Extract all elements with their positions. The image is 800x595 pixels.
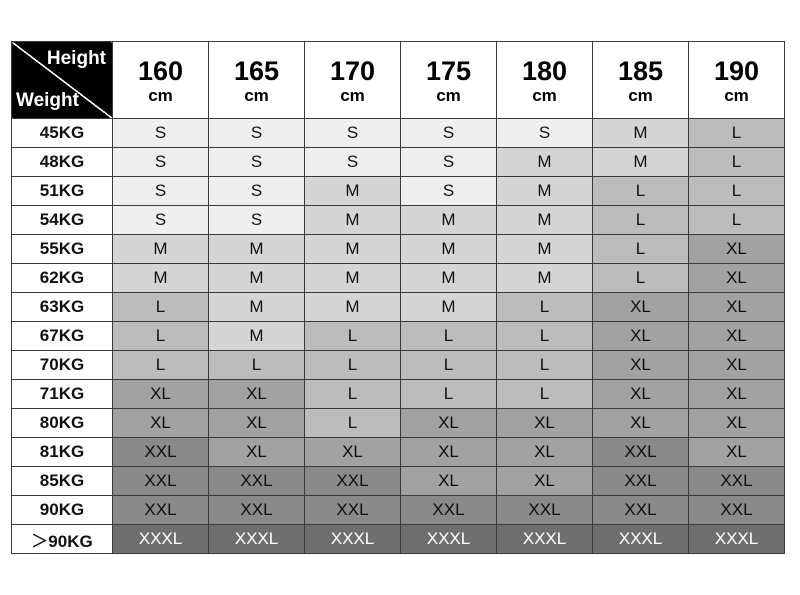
size-cell: XL xyxy=(593,409,689,438)
height-header-cell xyxy=(209,42,305,119)
size-cell: XXL xyxy=(689,496,785,525)
table-row xyxy=(12,206,785,235)
height-header-cell xyxy=(113,42,209,119)
weight-axis-label: Weight xyxy=(16,90,79,111)
height-value: 165 xyxy=(233,56,280,86)
table-row xyxy=(12,177,785,206)
size-cell: XXL xyxy=(593,467,689,496)
size-cell: XXL xyxy=(113,467,209,496)
table-row xyxy=(12,409,785,438)
size-cell: L xyxy=(497,293,593,322)
weight-label-cell: ＞90KG xyxy=(12,525,113,554)
size-cell: XXL xyxy=(113,496,209,525)
size-cell: XXL xyxy=(401,496,497,525)
header-row xyxy=(12,42,785,119)
size-cell: XL xyxy=(689,409,785,438)
height-value: 190 xyxy=(713,56,760,86)
table-row xyxy=(12,467,785,496)
size-cell: XL xyxy=(497,438,593,467)
height-unit: cm xyxy=(148,86,173,105)
size-cell: L xyxy=(689,206,785,235)
weight-label-cell: 48KG xyxy=(12,148,113,177)
size-cell: L xyxy=(593,264,689,293)
size-cell: M xyxy=(401,235,497,264)
height-axis-label: Height xyxy=(46,48,106,69)
size-cell: XL xyxy=(401,467,497,496)
size-cell: XL xyxy=(113,409,209,438)
table-row xyxy=(12,235,785,264)
table-body xyxy=(12,119,785,554)
size-cell: M xyxy=(305,264,401,293)
size-cell: L xyxy=(113,351,209,380)
size-cell: XL xyxy=(689,351,785,380)
size-cell: M xyxy=(305,206,401,235)
size-cell: S xyxy=(113,177,209,206)
height-unit: cm xyxy=(436,86,461,105)
size-cell: XXL xyxy=(593,496,689,525)
height-value: 175 xyxy=(425,56,472,86)
size-cell: XL xyxy=(593,293,689,322)
size-cell: L xyxy=(305,322,401,351)
size-chart-table xyxy=(11,41,785,554)
size-cell: S xyxy=(113,206,209,235)
size-cell: M xyxy=(497,148,593,177)
size-cell: XXXL xyxy=(497,525,593,554)
size-cell: XXXL xyxy=(305,525,401,554)
size-cell: XL xyxy=(689,380,785,409)
height-unit: cm xyxy=(244,86,269,105)
size-cell: XXXL xyxy=(209,525,305,554)
table-row xyxy=(12,322,785,351)
size-cell: XL xyxy=(401,438,497,467)
height-header-cell xyxy=(305,42,401,119)
weight-label-cell: 67KG xyxy=(12,322,113,351)
size-cell: XXL xyxy=(497,496,593,525)
size-cell: XL xyxy=(401,409,497,438)
size-cell: L xyxy=(401,322,497,351)
size-cell: XL xyxy=(689,235,785,264)
size-cell: M xyxy=(113,264,209,293)
size-cell: S xyxy=(305,119,401,148)
size-cell: XL xyxy=(593,351,689,380)
size-cell: XXXL xyxy=(593,525,689,554)
size-cell: S xyxy=(401,177,497,206)
size-cell: S xyxy=(401,119,497,148)
size-cell: M xyxy=(593,119,689,148)
size-cell: M xyxy=(497,206,593,235)
corner-header-cell xyxy=(12,42,113,119)
height-unit: cm xyxy=(340,86,365,105)
size-cell: M xyxy=(209,293,305,322)
weight-label-cell: 55KG xyxy=(12,235,113,264)
size-cell: M xyxy=(305,177,401,206)
table-row xyxy=(12,148,785,177)
size-cell: L xyxy=(497,380,593,409)
size-cell: XXL xyxy=(305,467,401,496)
weight-label-cell: 85KG xyxy=(12,467,113,496)
size-cell: L xyxy=(593,177,689,206)
height-unit: cm xyxy=(724,86,749,105)
height-value: 180 xyxy=(521,56,568,86)
weight-label-cell: 80KG xyxy=(12,409,113,438)
table-row xyxy=(12,525,785,554)
height-unit: cm xyxy=(628,86,653,105)
size-cell: L xyxy=(305,351,401,380)
size-cell: S xyxy=(209,177,305,206)
height-value: 170 xyxy=(329,56,376,86)
size-cell: XXL xyxy=(593,438,689,467)
size-cell: XXXL xyxy=(401,525,497,554)
size-cell: XL xyxy=(689,293,785,322)
size-cell: L xyxy=(497,351,593,380)
weight-label-cell: 71KG xyxy=(12,380,113,409)
size-cell: M xyxy=(305,235,401,264)
size-cell: M xyxy=(209,235,305,264)
size-cell: L xyxy=(113,322,209,351)
size-cell: S xyxy=(113,119,209,148)
table-row xyxy=(12,293,785,322)
table-row xyxy=(12,496,785,525)
size-cell: M xyxy=(113,235,209,264)
size-cell: L xyxy=(209,351,305,380)
size-cell: M xyxy=(209,322,305,351)
size-cell: XL xyxy=(209,380,305,409)
size-cell: XXL xyxy=(689,467,785,496)
size-cell: S xyxy=(209,206,305,235)
size-cell: M xyxy=(209,264,305,293)
size-cell: XL xyxy=(305,438,401,467)
size-cell: XL xyxy=(497,467,593,496)
height-value: 160 xyxy=(137,56,184,86)
table-row xyxy=(12,380,785,409)
weight-label-cell: 45KG xyxy=(12,119,113,148)
size-cell: L xyxy=(689,177,785,206)
size-cell: XL xyxy=(689,438,785,467)
size-cell: XL xyxy=(113,380,209,409)
size-cell: XXXL xyxy=(689,525,785,554)
size-cell: L xyxy=(401,351,497,380)
weight-label-cell: 62KG xyxy=(12,264,113,293)
size-cell: XXL xyxy=(209,496,305,525)
size-cell: M xyxy=(593,148,689,177)
size-cell: XL xyxy=(209,409,305,438)
size-cell: L xyxy=(689,119,785,148)
weight-label-cell: 63KG xyxy=(12,293,113,322)
height-value: 185 xyxy=(617,56,664,86)
size-cell: L xyxy=(305,380,401,409)
weight-label-cell: 90KG xyxy=(12,496,113,525)
size-cell: L xyxy=(497,322,593,351)
size-cell: XXL xyxy=(305,496,401,525)
size-cell: L xyxy=(113,293,209,322)
size-cell: XL xyxy=(593,322,689,351)
weight-label-cell: 70KG xyxy=(12,351,113,380)
height-header-cell xyxy=(497,42,593,119)
height-header-cell xyxy=(689,42,785,119)
table-row xyxy=(12,438,785,467)
table-row xyxy=(12,351,785,380)
table-row xyxy=(12,119,785,148)
height-header-cell xyxy=(593,42,689,119)
weight-label-cell: 51KG xyxy=(12,177,113,206)
size-cell: XXL xyxy=(209,467,305,496)
size-cell: M xyxy=(401,206,497,235)
size-cell: L xyxy=(593,206,689,235)
weight-label-cell: 54KG xyxy=(12,206,113,235)
size-cell: XXL xyxy=(113,438,209,467)
size-cell: XL xyxy=(209,438,305,467)
size-cell: S xyxy=(497,119,593,148)
size-cell: M xyxy=(497,177,593,206)
size-cell: S xyxy=(113,148,209,177)
height-unit: cm xyxy=(532,86,557,105)
table-row xyxy=(12,264,785,293)
weight-label-cell: 81KG xyxy=(12,438,113,467)
height-header-cell xyxy=(401,42,497,119)
size-cell: L xyxy=(401,380,497,409)
size-cell: M xyxy=(305,293,401,322)
size-cell: S xyxy=(209,119,305,148)
size-cell: M xyxy=(401,264,497,293)
size-cell: M xyxy=(497,264,593,293)
size-cell: S xyxy=(209,148,305,177)
size-cell: XXXL xyxy=(113,525,209,554)
size-cell: S xyxy=(401,148,497,177)
size-cell: XL xyxy=(497,409,593,438)
size-cell: XL xyxy=(689,264,785,293)
size-cell: M xyxy=(401,293,497,322)
size-cell: XL xyxy=(593,380,689,409)
size-cell: L xyxy=(689,148,785,177)
size-cell: L xyxy=(593,235,689,264)
size-cell: S xyxy=(305,148,401,177)
size-cell: M xyxy=(497,235,593,264)
size-cell: XL xyxy=(689,322,785,351)
size-cell: L xyxy=(305,409,401,438)
